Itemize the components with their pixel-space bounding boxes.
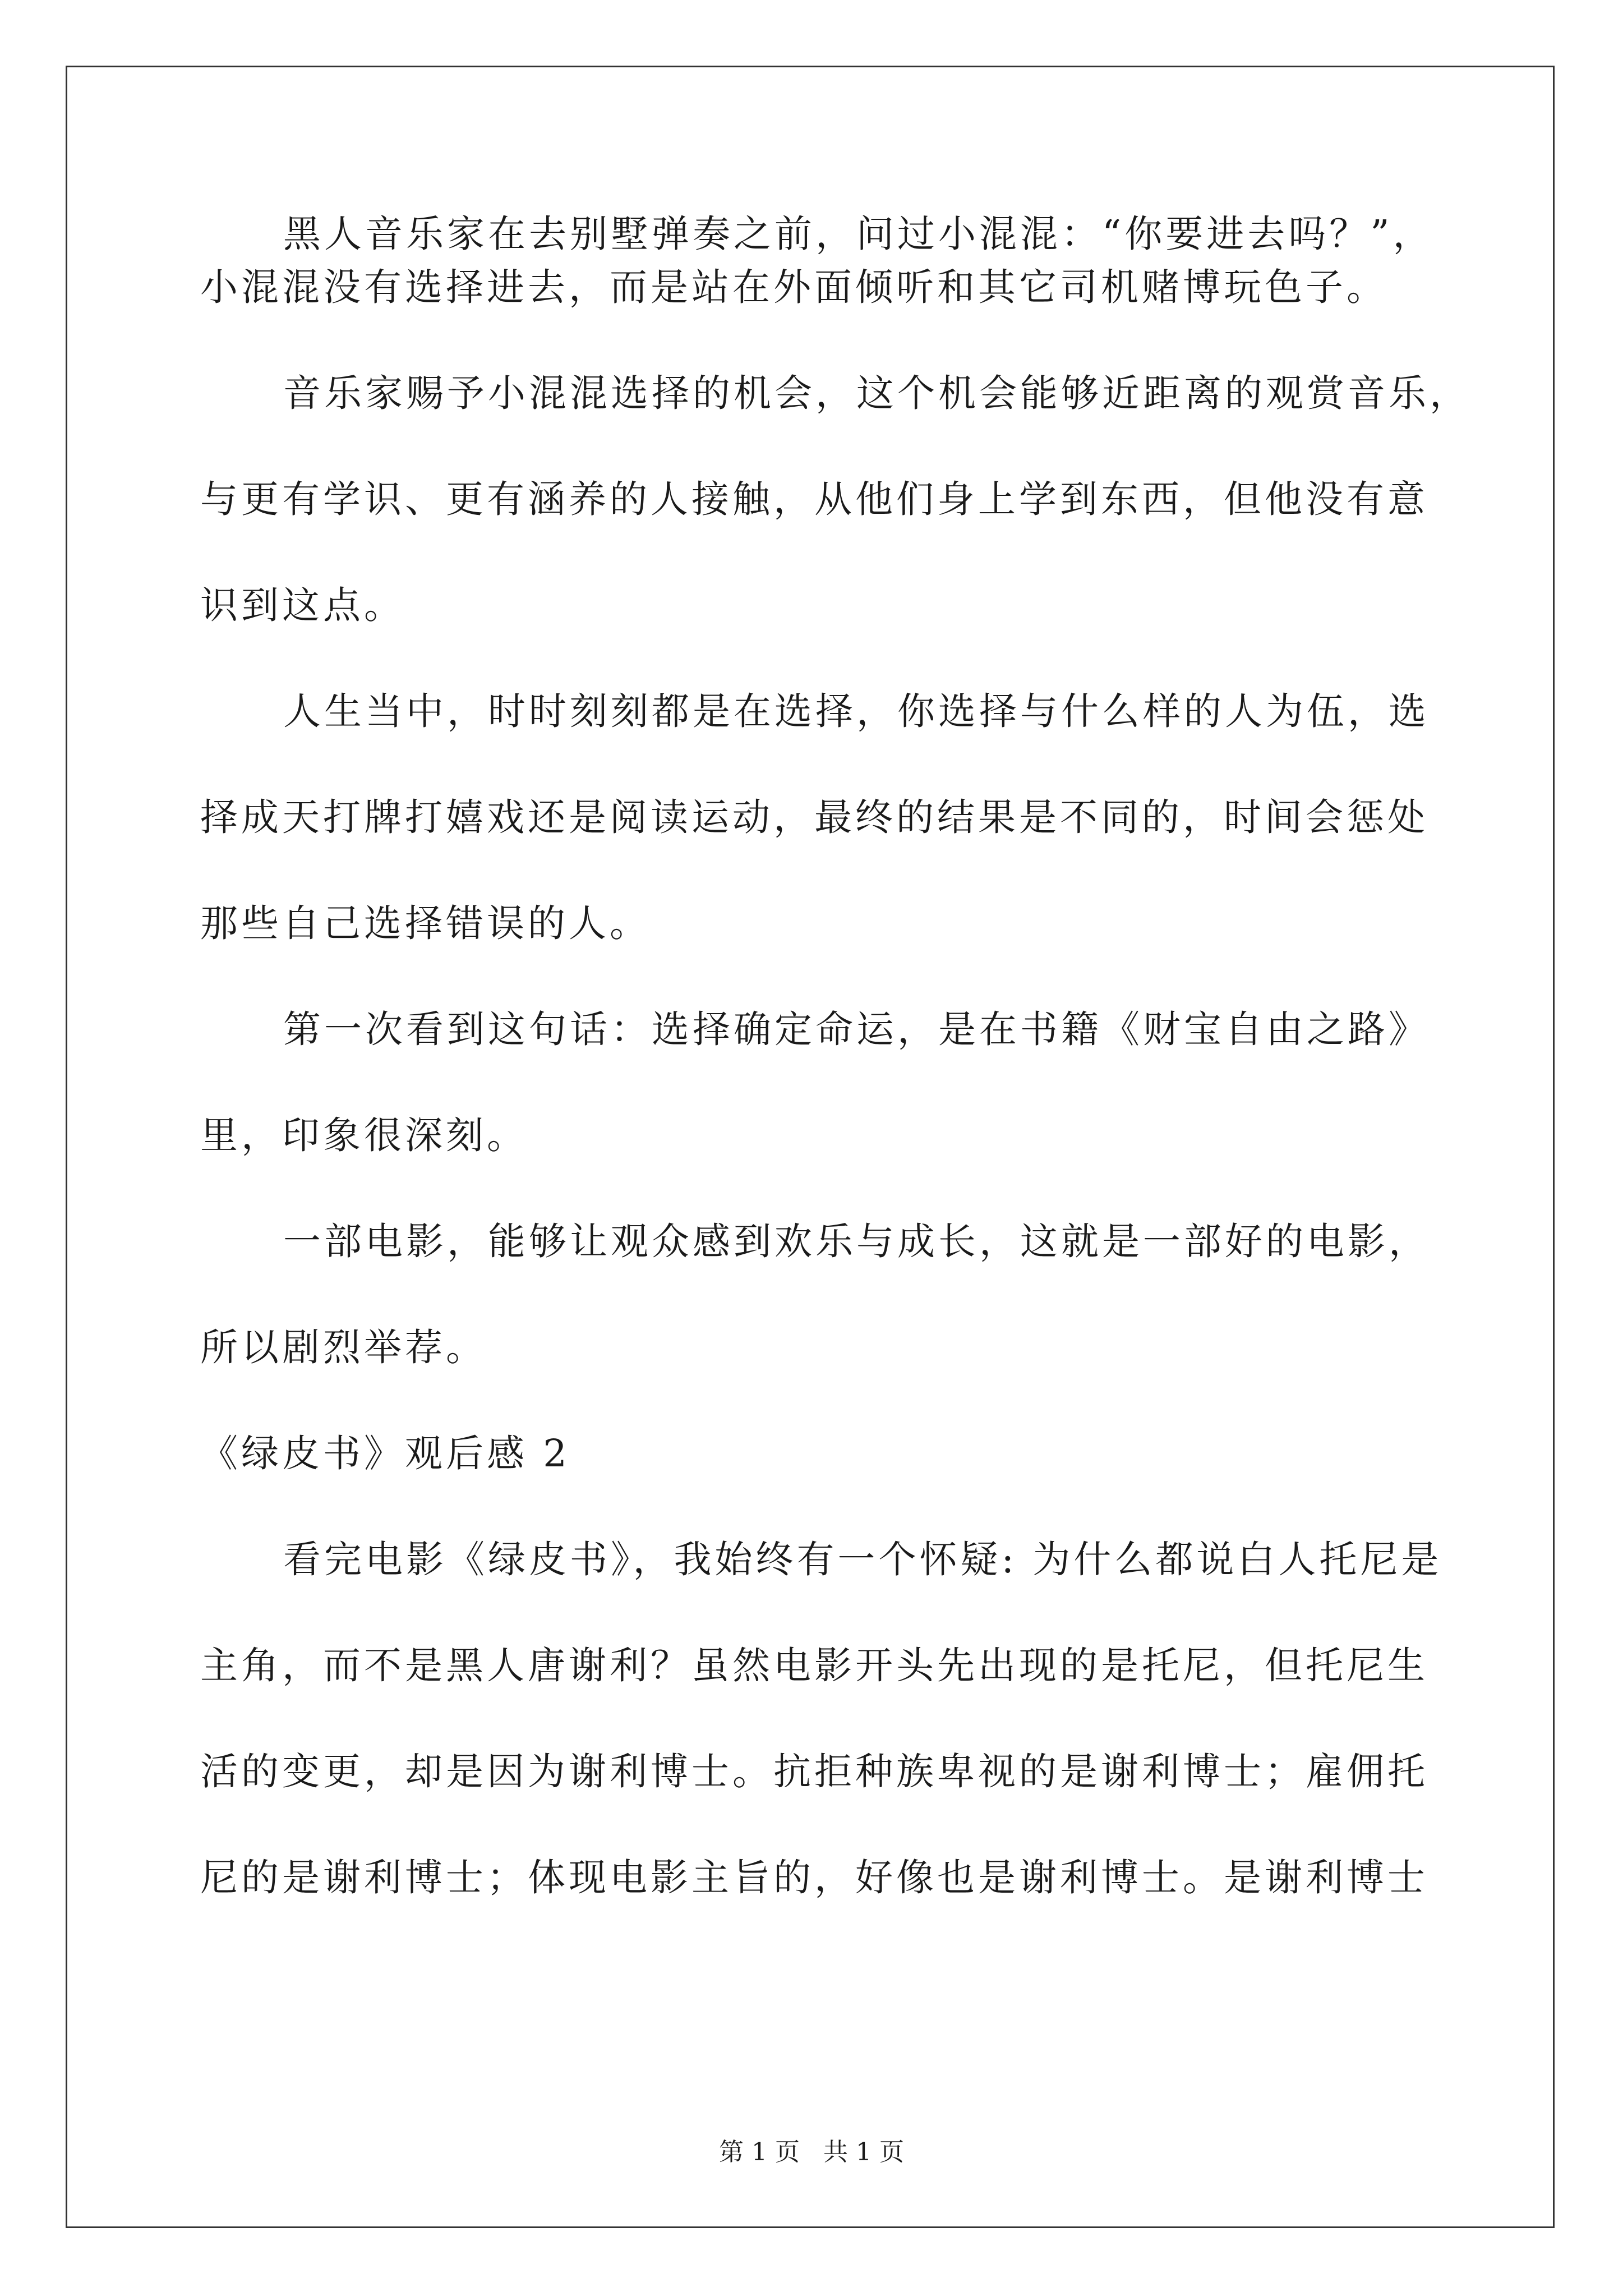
text-line: 第一次看到这句话：选择确定命运，是在书籍《财宝自由之路》 [283,1007,1430,1051]
text-line: 一部电影，能够让观众感到欢乐与成长，这就是一部好的电影， [283,1220,1430,1263]
text-line: 看完电影《绿皮书》，我始终有一个怀疑: 为什么都说白人托尼是 [283,1538,1442,1581]
section-title: 《绿皮书》观后感 2 [200,1432,570,1475]
paragraph [200,1533,1442,1904]
page-footer: 第 1 页 共 1 页 [719,2138,904,2166]
text-line: 与更有学识、更有涵养的人接触，从他们身上学到东西，但他没有意 [200,477,1428,521]
text-line: 识到这点。 [200,583,405,627]
paragraph [200,1003,1434,1162]
paragraph [200,208,1434,314]
text-line: 那些自己选择错误的人。 [200,901,651,945]
text-line: 主角，而不是黑人唐谢利？虽然电影开头先出现的是托尼，但托尼生 [200,1644,1428,1687]
text-line: 人生当中，时时刻刻都是在选择，你选择与什么样的人为伍，选 [283,689,1430,733]
document-body [200,208,1470,1904]
text-line: 里，印象很深刻。 [200,1114,528,1157]
paragraph [200,685,1434,950]
text-line: 音乐家赐予小混混选择的机会，这个机会能够近距离的观赏音乐， [283,371,1470,415]
text-line: 小混混没有选择进去，而是站在外面倾听和其它司机赌博玩色子。 [200,265,1387,309]
text-line: 所以剧烈举荐。 [200,1326,487,1369]
paragraph [200,1215,1434,1374]
text-line: 黑人音乐家在去别墅弹奏之前，问过小混混：“你要进去吗？”， [283,212,1434,256]
text-line: 活的变更，却是因为谢利博士。抗拒种族卑视的是谢利博士；雇佣托 [200,1750,1428,1793]
text-line: 择成天打牌打嬉戏还是阅读运动，最终的结果是不同的，时间会惩处 [200,795,1428,839]
paragraph [200,367,1470,632]
text-line: 尼的是谢利博士；体现电影主旨的，好像也是谢利博士。是谢利博士 [200,1856,1428,1899]
